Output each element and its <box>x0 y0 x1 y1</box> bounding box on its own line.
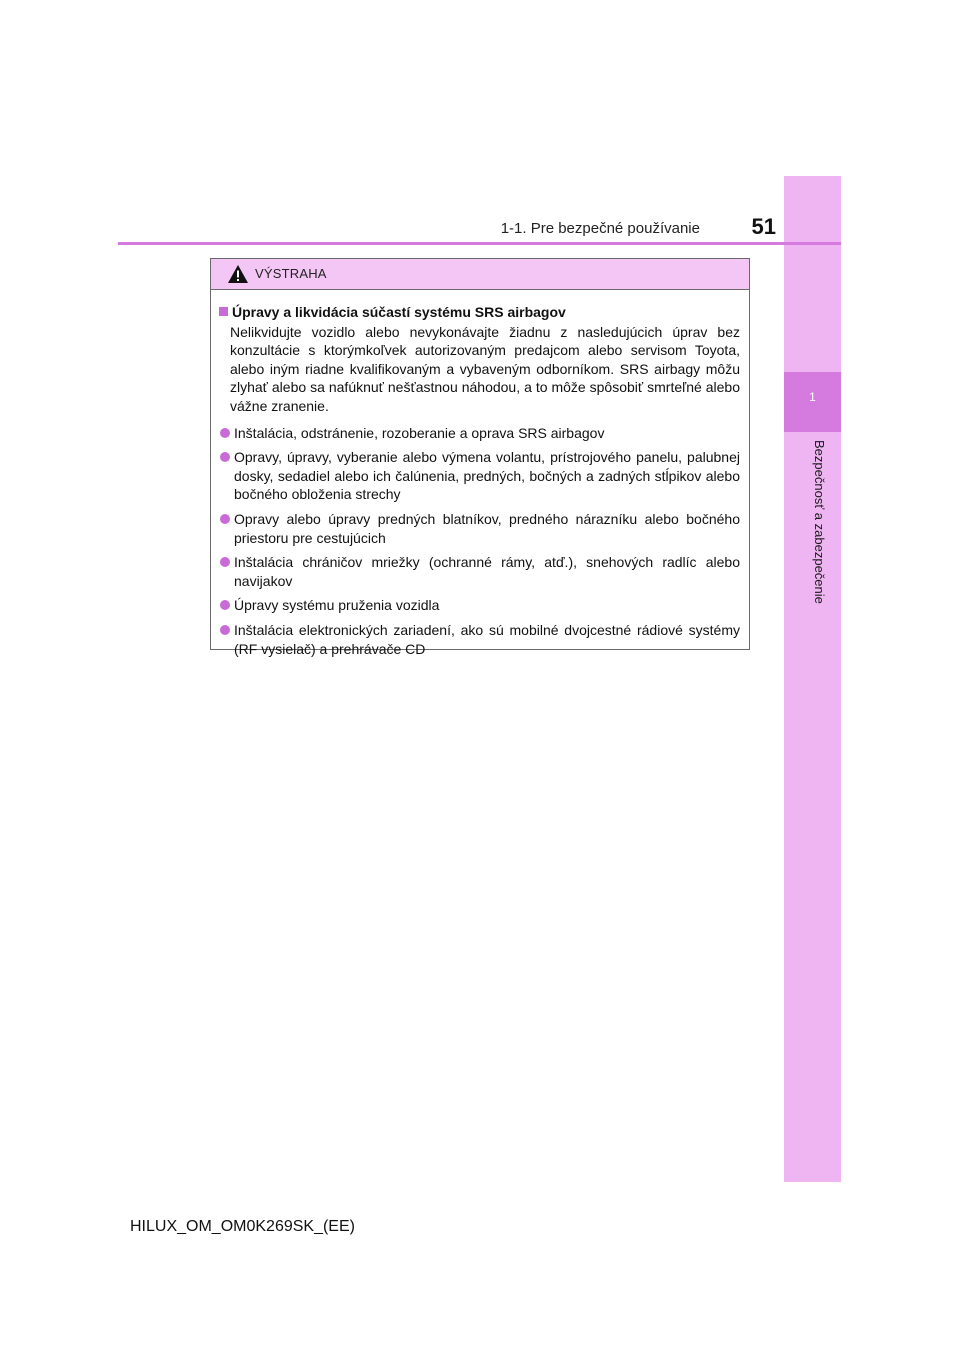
warning-box <box>210 258 750 657</box>
bullet-dot-icon <box>220 557 230 567</box>
document-code: HILUX_OM_OM0K269SK_(EE) <box>130 1218 355 1235</box>
chapter-label: Bezpečnosť a zabezpečenie <box>812 440 827 604</box>
bullet-dot-icon <box>220 514 230 524</box>
list-item-text: Inštalácia elektronických zariadení, ako sú mobilné dvojcestné rádiové systémy (RF vysielač) a prehrávače CD <box>234 621 740 657</box>
list-item <box>219 553 740 590</box>
list-item <box>219 448 740 504</box>
bullet-dot-icon <box>220 452 230 462</box>
chapter-number: 1 <box>809 390 816 404</box>
warning-body <box>211 290 749 658</box>
list-item <box>219 510 740 547</box>
bullet-dot-icon <box>220 600 230 610</box>
list-item-text: Inštalácia, odstránenie, rozoberanie a oprava SRS airbagov <box>234 424 605 441</box>
list-item <box>219 621 740 658</box>
list-item <box>219 424 740 443</box>
list-item-text: Opravy alebo úpravy predných blatníkov, predného nárazníku alebo bočného priestoru pre cestujúcich <box>234 510 740 546</box>
list-item-text: Úpravy systému pruženia vozidla <box>234 597 440 614</box>
list-item <box>219 596 740 615</box>
warning-label: VÝSTRAHA <box>255 266 327 281</box>
page-number: 51 <box>751 214 776 239</box>
warning-header <box>211 259 749 290</box>
header-rule <box>118 242 841 245</box>
bullet-dot-icon <box>220 625 230 635</box>
warning-intro: Nelikvidujte vozidlo alebo nevykonávajte žiadnu z nasledujúcich úprav bez konzultácie s ktorýmkoľvek autorizovaným predajcom alebo servisom Toyota, alebo iným riadne kvalifikovaným a vybaveným odborníkom. SRS airbagy môžu zlyhať alebo sa nafúknuť nešťastnou náhodou, a to môže spôsobiť smrteľné alebo vážne zranenie. <box>230 323 740 414</box>
warning-triangle-icon <box>227 264 249 284</box>
bullet-dot-icon <box>220 428 230 438</box>
warning-heading-text: Úpravy a likvidácia súčastí systému SRS airbagov <box>232 304 566 320</box>
square-bullet-icon <box>219 307 228 316</box>
warning-subheading <box>219 303 740 322</box>
section-title: 1-1. Pre bezpečné používanie <box>500 220 700 237</box>
warning-list <box>219 424 740 659</box>
list-item-text: Inštalácia chráničov mriežky (ochranné rámy, atď.), snehových radlíc alebo navijakov <box>234 554 740 589</box>
chapter-side-tab <box>784 176 841 1182</box>
list-item-text: Opravy, úpravy, vyberanie alebo výmena volantu, prístrojového panelu, palubnej dosky, sedadiel alebo ich čalúnenia, predných, bočných a zadných stĺpikov alebo bočného obloženia strechy <box>234 449 740 503</box>
